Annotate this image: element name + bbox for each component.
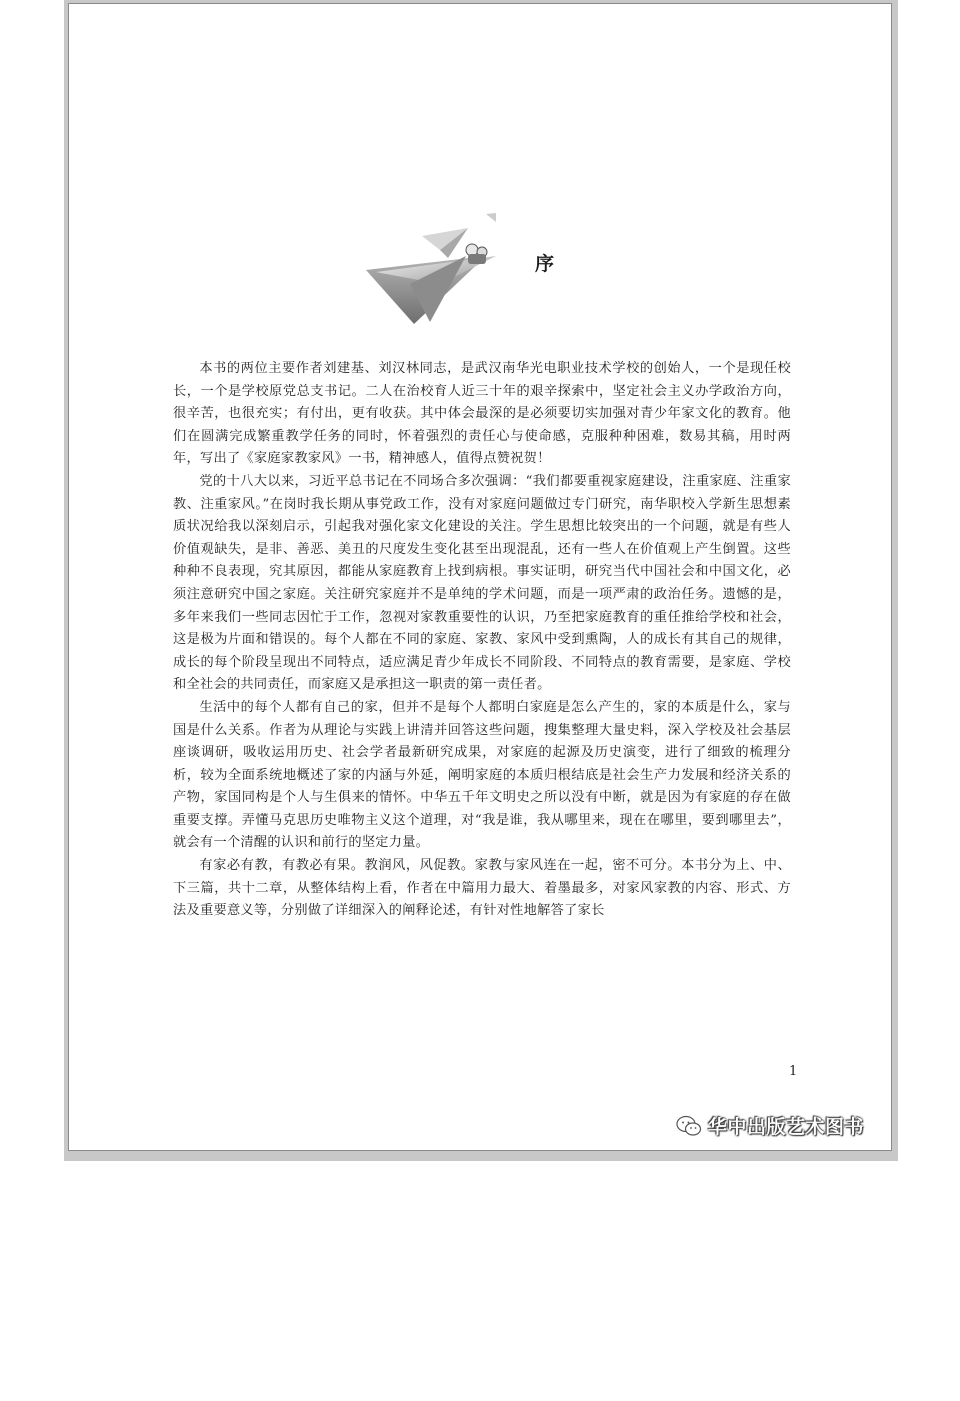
watermark-text: 华中出版艺术图书 xyxy=(708,1116,865,1138)
paragraph: 有家必有教，有教必有果。教润风，风促教。家教与家风连在一起，密不可分。本书分为上、中、下三篇，共十二章，从整体结构上看，作者在中篇用力最大、着墨最多，对家风家教的内容、形式、方法及重要意义等，分别做了详细深入的阐释论述，有针对性地解答了家长 xyxy=(173,858,791,919)
paragraph: 生活中的每个人都有自己的家，但并不是每个人都明白家庭是怎么产生的，家的本质是什么，家与国是什么关系。作者为从理论与实践上讲清并回答这些问题，搜集整理大量史料，深入学校及社会基层座谈调研，吸收运用历史、社会学者最新研究成果，对家庭的起源及历史演变，进行了细致的梳理分析，较为全面系统地概述了家的内涵与外延，阐明家庭的本质归根结底是社会生产力发展和经济关系的产物，家国同构是个人与生俱来的情怀。中华五千年文明史之所以没有中断，就是因为有家庭的存在做重要支撑。弄懂马克思历史唯物主义这个道理，对“我是谁，我从哪里来，现在在哪里，要到哪里去”，就会有一个清醒的认识和前行的坚定力量。 xyxy=(173,699,791,851)
preface-body xyxy=(173,358,791,923)
paragraph: 本书的两位主要作者刘建基、刘汉林同志，是武汉南华光电职业技术学校的创始人，一个是现任校长，一个是学校原党总支书记。二人在治校育人近三十年的艰辛探索中，坚定社会主义办学政治方向，很辛苦，也很充实；有付出，更有收获。其中体会最深的是必须要切实加强对青少年家文化的教育。他们在圆满完成繁重教学任务的同时，怀着强烈的责任心与使命感，克服种种困难，数易其稿，用时两年，写出了《家庭家教家风》一书，精神感人，值得点赞祝贺！ xyxy=(173,361,791,467)
paragraph: 党的十八大以来，习近平总书记在不同场合多次强调：“我们都要重视家庭建设，注重家庭、注重家教、注重家风。”在岗时我长期从事党政工作，没有对家庭问题做过专门研究，南华职校入学新生思想素质状况给我以深刻启示，引起我对强化家文化建设的关注。学生思想比较突出的一个问题，就是有些人价值观缺失，是非、善恶、美丑的尺度发生变化甚至出现混乱，还有一些人在价值观上产生倒置。这些种种不良表现，究其原因，都能从家庭教育上找到病根。事实证明，研究当代中国社会和中国文化，必须注意研究中国之家庭。关注研究家庭并不是单纯的学术问题，而是一项严肃的政治任务。遗憾的是，多年来我们一些同志因忙于工作，忽视对家教重要性的认识，乃至把家庭教育的重任推给学校和社会，这是极为片面和错误的。每个人都在不同的家庭、家教、家风中受到熏陶，人的成长有其自己的规律，成长的每个阶段呈现出不同特点，适应满足青少年成长不同阶段、不同特点的教育需要，是家庭、学校和全社会的共同责任，而家庭又是承担这一职责的第一责任者。 xyxy=(173,473,791,693)
page-number: 1 xyxy=(789,1064,798,1079)
preface-heading: 序 xyxy=(535,253,555,275)
paper-plane-illustration xyxy=(336,206,496,326)
watermark xyxy=(676,1112,864,1139)
wechat-icon xyxy=(676,1115,702,1137)
